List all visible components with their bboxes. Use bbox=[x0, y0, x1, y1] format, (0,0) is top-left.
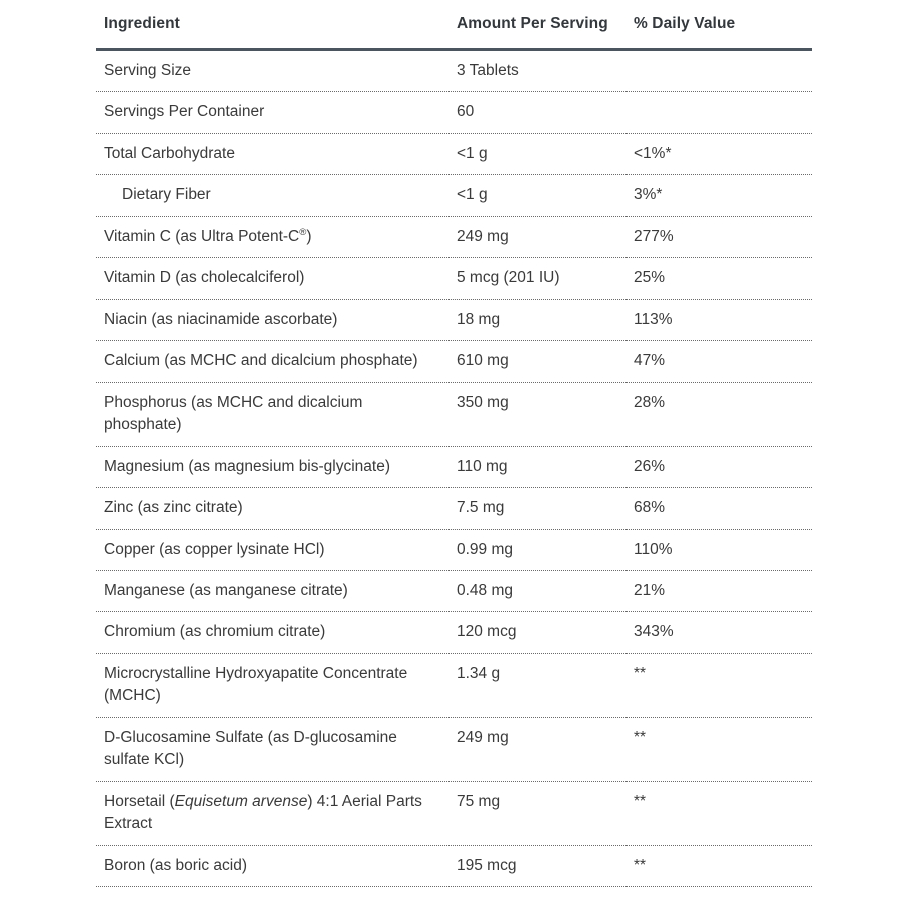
table-body bbox=[96, 49, 812, 886]
cell-ingredient: Microcrystalline Hydroxyapatite Concentrate (MCHC) bbox=[96, 653, 449, 717]
cell-amount-per-serving: 249 mg bbox=[449, 717, 626, 781]
cell-percent-daily-value: 110% bbox=[626, 529, 812, 570]
cell-ingredient: Vitamin C (as Ultra Potent-C®) bbox=[96, 216, 449, 257]
table-row bbox=[96, 175, 812, 216]
cell-ingredient: Copper (as copper lysinate HCl) bbox=[96, 529, 449, 570]
table-row bbox=[96, 529, 812, 570]
cell-amount-per-serving: 120 mcg bbox=[449, 612, 626, 653]
table-row bbox=[96, 216, 812, 257]
table-row bbox=[96, 717, 812, 781]
cell-amount-per-serving: 18 mg bbox=[449, 299, 626, 340]
cell-percent-daily-value: <1%* bbox=[626, 133, 812, 174]
cell-amount-per-serving: 610 mg bbox=[449, 341, 626, 382]
column-header-percent-daily-value: % Daily Value bbox=[626, 0, 812, 49]
table-row bbox=[96, 446, 812, 487]
table-header-row bbox=[96, 0, 812, 49]
cell-amount-per-serving: 75 mg bbox=[449, 781, 626, 845]
cell-percent-daily-value bbox=[626, 92, 812, 133]
table-row bbox=[96, 92, 812, 133]
cell-percent-daily-value bbox=[626, 49, 812, 91]
table-row bbox=[96, 488, 812, 529]
cell-percent-daily-value: 47% bbox=[626, 341, 812, 382]
table-row bbox=[96, 382, 812, 446]
cell-amount-per-serving: 249 mg bbox=[449, 216, 626, 257]
cell-amount-per-serving: 60 bbox=[449, 92, 626, 133]
cell-ingredient: Servings Per Container bbox=[96, 92, 449, 133]
cell-ingredient: Serving Size bbox=[96, 49, 449, 91]
cell-percent-daily-value: ** bbox=[626, 781, 812, 845]
cell-percent-daily-value: 25% bbox=[626, 258, 812, 299]
cell-ingredient: Boron (as boric acid) bbox=[96, 845, 449, 886]
cell-amount-per-serving: 3 Tablets bbox=[449, 49, 626, 91]
table-header bbox=[96, 0, 812, 49]
cell-percent-daily-value: 3%* bbox=[626, 175, 812, 216]
cell-percent-daily-value: 28% bbox=[626, 382, 812, 446]
cell-ingredient: Horsetail (Equisetum arvense) 4:1 Aerial Parts Extract bbox=[96, 781, 449, 845]
cell-percent-daily-value: ** bbox=[626, 653, 812, 717]
cell-ingredient: Total Carbohydrate bbox=[96, 133, 449, 174]
cell-percent-daily-value: 343% bbox=[626, 612, 812, 653]
cell-amount-per-serving: 195 mcg bbox=[449, 845, 626, 886]
cell-amount-per-serving: 0.99 mg bbox=[449, 529, 626, 570]
cell-ingredient: Phosphorus (as MCHC and dicalcium phosphate) bbox=[96, 382, 449, 446]
cell-percent-daily-value: 21% bbox=[626, 571, 812, 612]
cell-percent-daily-value: ** bbox=[626, 717, 812, 781]
column-header-amount-per-serving: Amount Per Serving bbox=[449, 0, 626, 49]
cell-percent-daily-value: 113% bbox=[626, 299, 812, 340]
table-row bbox=[96, 845, 812, 886]
cell-ingredient: Dietary Fiber bbox=[96, 175, 449, 216]
cell-ingredient: Chromium (as chromium citrate) bbox=[96, 612, 449, 653]
table-row bbox=[96, 341, 812, 382]
cell-amount-per-serving: <1 g bbox=[449, 175, 626, 216]
cell-percent-daily-value: 26% bbox=[626, 446, 812, 487]
cell-percent-daily-value: 68% bbox=[626, 488, 812, 529]
cell-percent-daily-value: 277% bbox=[626, 216, 812, 257]
table-row bbox=[96, 133, 812, 174]
ingredient-table bbox=[96, 0, 812, 887]
cell-amount-per-serving: 5 mcg (201 IU) bbox=[449, 258, 626, 299]
table-row bbox=[96, 781, 812, 845]
table-row bbox=[96, 258, 812, 299]
table-row bbox=[96, 612, 812, 653]
cell-ingredient: D-Glucosamine Sulfate (as D-glucosamine sulfate KCl) bbox=[96, 717, 449, 781]
table-row bbox=[96, 653, 812, 717]
cell-ingredient: Manganese (as manganese citrate) bbox=[96, 571, 449, 612]
cell-amount-per-serving: 0.48 mg bbox=[449, 571, 626, 612]
table-row bbox=[96, 299, 812, 340]
cell-amount-per-serving: <1 g bbox=[449, 133, 626, 174]
cell-ingredient: Calcium (as MCHC and dicalcium phosphate) bbox=[96, 341, 449, 382]
cell-ingredient: Magnesium (as magnesium bis-glycinate) bbox=[96, 446, 449, 487]
cell-amount-per-serving: 7.5 mg bbox=[449, 488, 626, 529]
cell-ingredient: Zinc (as zinc citrate) bbox=[96, 488, 449, 529]
cell-ingredient: Vitamin D (as cholecalciferol) bbox=[96, 258, 449, 299]
cell-percent-daily-value: ** bbox=[626, 845, 812, 886]
cell-amount-per-serving: 1.34 g bbox=[449, 653, 626, 717]
cell-amount-per-serving: 350 mg bbox=[449, 382, 626, 446]
cell-ingredient: Niacin (as niacinamide ascorbate) bbox=[96, 299, 449, 340]
table-row bbox=[96, 571, 812, 612]
column-header-ingredient: Ingredient bbox=[96, 0, 449, 49]
table-row bbox=[96, 49, 812, 91]
cell-amount-per-serving: 110 mg bbox=[449, 446, 626, 487]
